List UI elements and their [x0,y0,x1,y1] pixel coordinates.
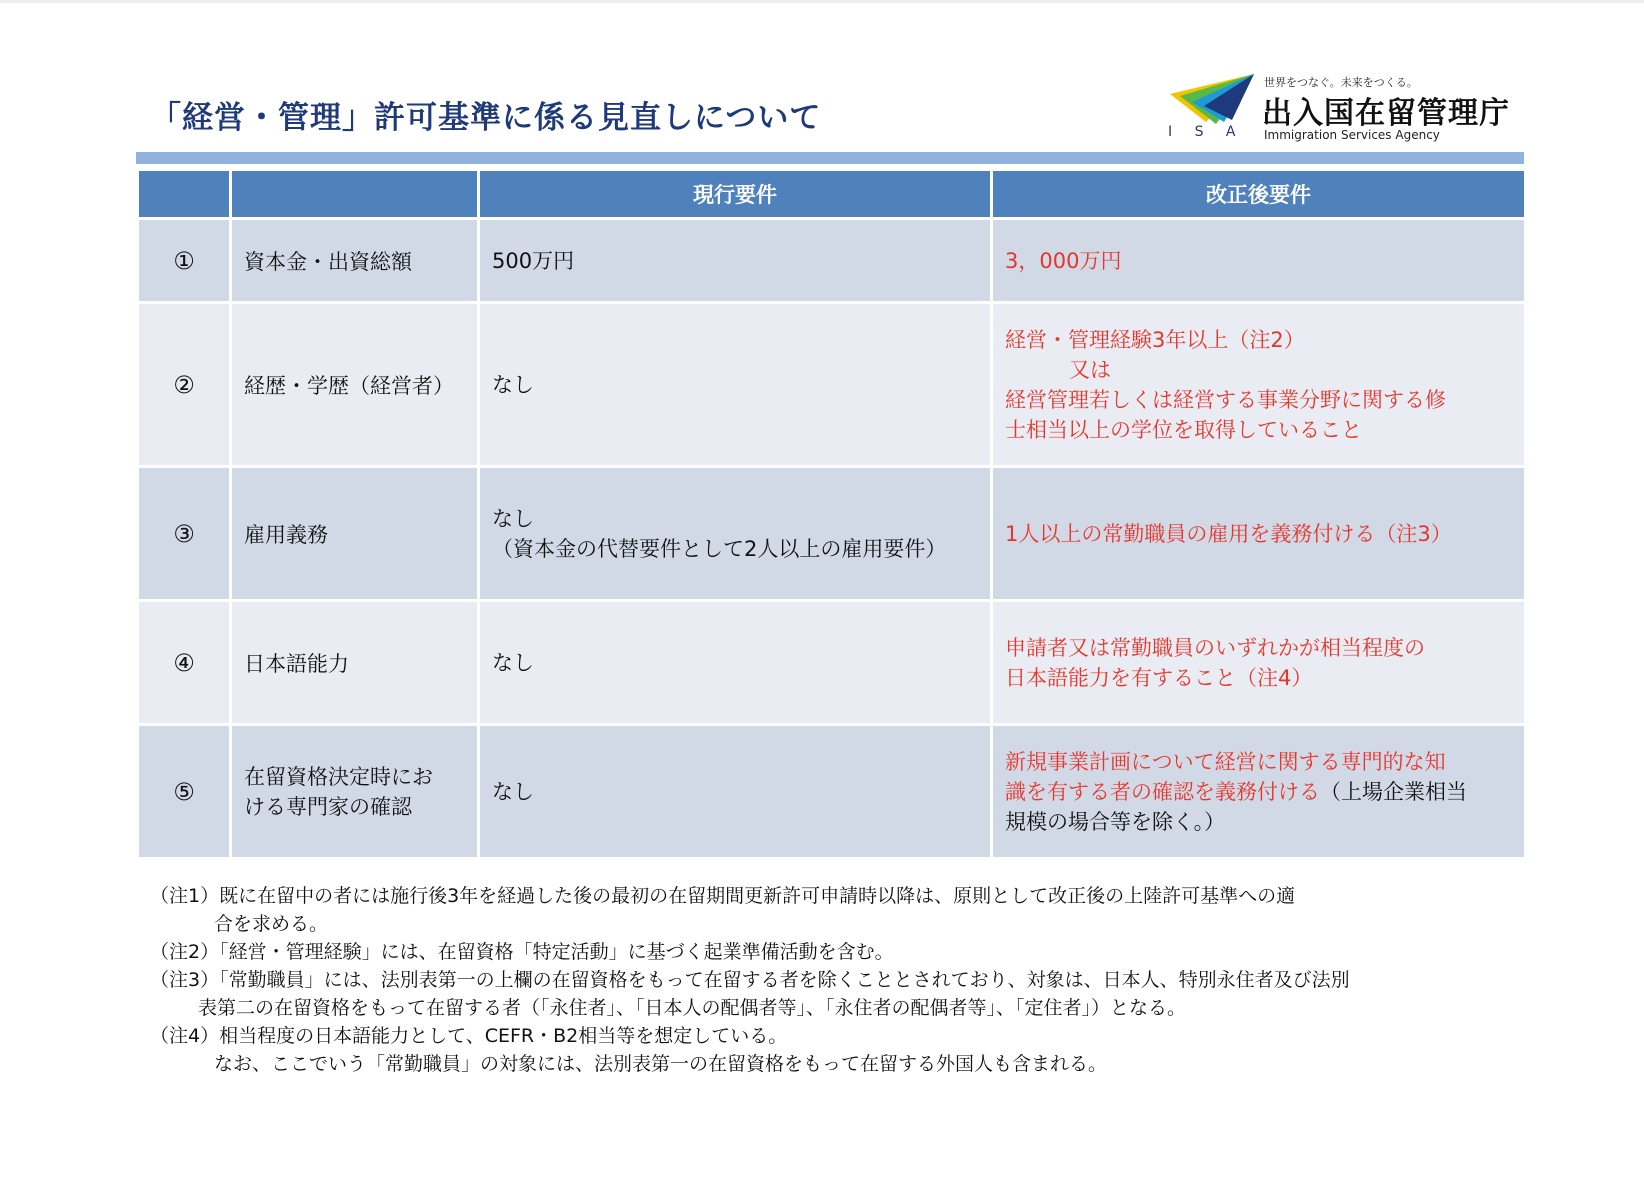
footnote-4: （注4）相当程度の日本語能力として、CEFR・B2相当等を想定している。 [150,1025,788,1047]
row-current [479,601,992,725]
table-row [138,725,1526,859]
row-number: ⑤ [138,725,231,859]
page-title: 「経営・管理」許可基準に係る見直しについて [150,100,822,136]
item-line: 在留資格決定時にお [244,764,433,789]
current-line: なし [492,372,534,397]
footnote-2: （注2）「経営・管理経験」には、在留資格「特定活動」に基づく起業準備活動を含む。 [150,941,894,963]
agency-logo [1166,72,1526,144]
header-number [138,170,231,219]
footnotes [150,882,1520,1078]
revised-line: 申請者又は常勤職員のいずれかが相当程度の [1005,635,1425,660]
footnote-4-continued: なお、ここでいう「常勤職員」の対象には、法別表第一の在留資格をもって在留する外国人も含まれる。 [214,1053,1108,1075]
revised-line: 経営・管理経験3年以上（注2） [1005,327,1305,352]
revised-line: 識を有する者の確認を義務付ける [1005,779,1320,804]
row-revised [992,601,1526,725]
revised-line: 士相当以上の学位を取得していること [1005,417,1362,442]
footnote-1-continued: 合を求める。 [214,913,329,935]
row-item [231,725,479,859]
row-item: 経歴・学歴（経営者） [231,303,479,467]
row-item: 雇用義務 [231,467,479,601]
revised-line: 1人以上の常勤職員の雇用を義務付ける（注3） [1005,521,1452,546]
agency-name-english: Immigration Services Agency [1264,128,1440,142]
isa-wing-icon [1166,72,1260,132]
table-header-row [138,170,1526,219]
logo-tagline: 世界をつなぐ。未来をつくる。 [1264,76,1418,89]
row-current [479,219,992,303]
row-current [479,467,992,601]
revised-note: （上場企業相当 [1320,779,1467,804]
row-revised [992,725,1526,859]
current-line: 500万円 [492,248,575,273]
row-number: ② [138,303,231,467]
current-line: なし [492,650,534,675]
revised-line: 経営管理若しくは経営する事業分野に関する修 [1005,387,1446,412]
revised-line: 新規事業計画について経営に関する専門的な知 [1005,749,1446,774]
row-item: 日本語能力 [231,601,479,725]
footnote-1: （注1）既に在留中の者には施行後3年を経過した後の最初の在留期間更新許可申請時以降は、原則として改正後の上陸許可基準への適 [150,885,1296,907]
row-number: ③ [138,467,231,601]
table-row [138,601,1526,725]
revised-note: 規模の場合等を除く。） [1005,809,1226,834]
table-row [138,467,1526,601]
header-current-requirements: 現行要件 [479,170,992,219]
footnote-3-continued: 表第二の在留資格をもって在留する者（「永住者」、「日本人の配偶者等」、「永住者の配偶者等」、「定住者」）となる。 [198,997,1187,1019]
row-current [479,725,992,859]
row-number: ④ [138,601,231,725]
header-item [231,170,479,219]
current-line: なし [492,506,534,531]
row-number: ① [138,219,231,303]
row-current [479,303,992,467]
revised-line: 3，000万円 [1005,248,1122,273]
agency-name: 出入国在留管理庁 [1262,96,1510,131]
table-row [138,219,1526,303]
header-divider-bar [136,152,1524,164]
revised-line: 又は [1069,357,1111,382]
row-revised [992,303,1526,467]
footnote-3: （注3）「常勤職員」には、法別表第一の上欄の在留資格をもって在留する者を除くこととされており、対象は、日本人、特別永住者及び法別 [150,969,1350,991]
current-line: なし [492,779,534,804]
requirements-table [136,168,1527,860]
logo-abbreviation: I S A [1168,124,1245,140]
current-line: （資本金の代替要件として2人以上の雇用要件） [492,536,947,561]
revised-line: 日本語能力を有すること（注4） [1005,665,1313,690]
row-item: 資本金・出資総額 [231,219,479,303]
table-row [138,303,1526,467]
row-revised [992,467,1526,601]
item-line: ける専門家の確認 [244,794,412,819]
top-border [0,0,1644,3]
header-revised-requirements: 改正後要件 [992,170,1526,219]
row-revised [992,219,1526,303]
